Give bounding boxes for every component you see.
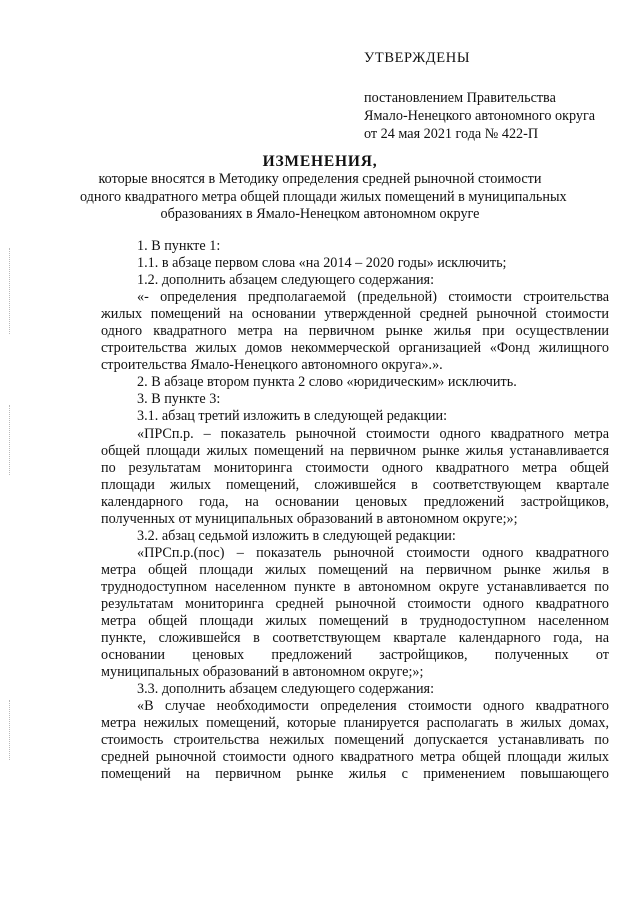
quote-line: одного квадратного метра на первичном рынке жилья при осуществлении — [101, 323, 609, 340]
scan-edge-mark — [9, 405, 10, 475]
paragraph: 3.3. дополнить абзацем следующего содержания: — [137, 681, 435, 698]
document-body — [101, 238, 609, 784]
quote-line: общей площади жилых помещений на первичном рынке жилья устанавливается — [101, 442, 609, 459]
document-subtitle-line: образованиях в Ямало-Ненецком автономном округе — [160, 206, 480, 222]
quote-line: календарного года, на основании ценовых предложений застройщиков, — [101, 493, 609, 510]
quote-line: «В случае необходимости определения стоимости одного квадратного — [137, 698, 609, 715]
document-title-block — [80, 153, 567, 224]
document-subtitle-line: одного квадратного метра общей площади жилых помещений в муниципальных — [80, 188, 567, 205]
document-title: ИЗМЕНЕНИЯ, — [262, 153, 378, 170]
approval-line: от 24 мая 2021 года № 422-П — [364, 126, 539, 142]
quote-line: муниципальных образований в автономном округе;»; — [101, 664, 424, 681]
quote-line: «- определения предполагаемой (предельной) стоимости строительства — [137, 289, 609, 306]
quote-line: строительства Ямало-Ненецкого автономного округа».». — [101, 357, 443, 374]
scan-edge-mark — [9, 700, 10, 760]
quote-line: жилых помещений на основании утвержденной средней рыночной стоимости — [101, 306, 609, 323]
quote-line: «ПРСп.р. – показатель рыночной стоимости одного квадратного метра — [137, 425, 609, 442]
quote-line: полученных от муниципальных образований в автономном округе;»; — [101, 510, 518, 527]
quote-line: метра общей площади жилых помещений в труднодоступном населенном — [101, 613, 609, 630]
approval-line: Ямало-Ненецкого автономного округа — [364, 108, 596, 124]
quoted-paragraph — [101, 289, 609, 374]
paragraph: 1.2. дополнить абзацем следующего содержания: — [137, 272, 435, 289]
quote-line: труднодоступном населенном пункте в автономном округе устанавливается по — [101, 578, 609, 595]
quote-line: площади жилых помещений, сложившейся в соответствующем квартале — [101, 476, 609, 493]
paragraph: 1. В пункте 1: — [137, 238, 221, 254]
quoted-paragraph — [101, 545, 609, 681]
quote-line: метра общей площади жилых помещений на первичном рынке жилья в — [101, 561, 609, 578]
quote-line: «ПРСп.р.(пос) – показатель рыночной стоимости одного квадратного — [137, 544, 609, 561]
paragraph: 3.2. абзац седьмой изложить в следующей редакции: — [137, 527, 456, 544]
paragraph: 3.1. абзац третий изложить в следующей редакции: — [137, 408, 448, 425]
document-subtitle-line: которые вносятся в Методику определения средней рыночной стоимости — [98, 171, 542, 187]
paragraph: 3. В пункте 3: — [137, 391, 221, 408]
paragraph: 2. В абзаце втором пункта 2 слово «юридическим» исключить. — [137, 374, 517, 391]
quote-line: помещений на первичном рынке жилья с применением повышающего — [101, 766, 609, 783]
scan-edge-mark — [9, 248, 10, 334]
quote-line: результатам мониторинга средней рыночной стоимости одного квадратного — [101, 595, 609, 612]
quote-line: строительства жилых домов некоммерческой организацией «Фонд жилищного — [101, 340, 609, 357]
approved-stamp: УТВЕРЖДЕНЫ — [364, 50, 471, 66]
approval-line: постановлением Правительства — [364, 90, 556, 106]
quoted-paragraph — [101, 426, 609, 528]
quote-line: средней рыночной стоимости одного квадратного метра общей площади жилых — [101, 749, 609, 766]
paragraph: 1.1. в абзаце первом слова «на 2014 – 2020 годы» исключить; — [137, 255, 507, 272]
quote-line: основании ценовых предложений застройщиков, полученных от — [101, 647, 609, 664]
quote-line: по результатам мониторинга стоимости одного квадратного метра общей — [101, 459, 609, 476]
quote-line: стоимость строительства нежилых помещений допускается устанавливать по — [101, 732, 609, 749]
quote-line: пункте, сложившейся в соответствующем квартале календарного года, на — [101, 630, 609, 647]
quoted-paragraph — [101, 698, 609, 783]
quote-line: метра нежилых помещений, которые планируется располагать в жилых домах, — [101, 715, 609, 732]
